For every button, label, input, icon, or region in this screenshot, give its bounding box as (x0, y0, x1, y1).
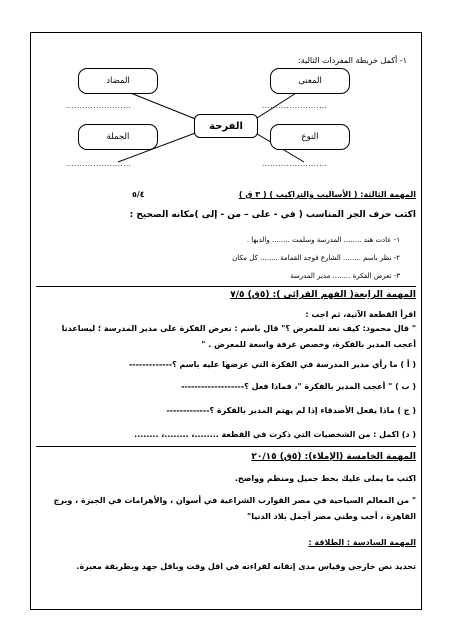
dots-type: ........................ (262, 160, 328, 168)
dots-meaning: ........................ (262, 102, 328, 110)
task4-passage-line-1: " قال محمود: كيف نعد للمعرض ؟" قال باسم : نعرض الفكرة على مدير المدرسة ؛ ليساعدنا (61, 324, 416, 333)
task6-instruction: تحديد نص خارجي وقياس مدى إتقانه لقراءته في اقل وقت وباقل جهد وبطريقة معبرة. (76, 562, 416, 571)
task4-instruction: اقرأ القطعة الآتية، ثم اجب : (305, 310, 416, 319)
dots-sentence: ........................ (66, 160, 132, 168)
task4-question-b: ( ب ) " أعجب المدير بالفكرة "، فماذا فعل ؟------------------- (181, 382, 416, 391)
task3-score: ٥/٤ (132, 190, 145, 199)
task4-question-c: ( ج ) ماذا يفعل الأصدقاء إذا لم يهتم المدير بالفكرة ؟------------- (166, 406, 416, 415)
task6-header: المهمة السادسة : الطلاقة : (308, 538, 416, 547)
task3-header: المهمة الثالثة: ( الأساليب والتراكيب ) ( ٣ ق ) (238, 190, 416, 199)
map-box-opposite: المضاد (78, 68, 158, 94)
task4-divider (36, 286, 416, 287)
dictation-line-1: " من المعالم السياحية في مصر القوارب الشراعية في أسوان ، والأهرامات في الجيزة ، وبرج (53, 496, 416, 505)
task3-item-1: ١- عادت هند ........ المدرسة وسلمت ........ والديها . (246, 236, 400, 244)
dictation-line-2: القاهرة ، أحب وطني مصر أجمل بلاد الدنيا" (247, 512, 416, 521)
map-box-sentence: الجملة (78, 124, 158, 150)
task5-divider (36, 446, 416, 447)
task4-passage-line-2: أعجب المدير بالفكرة، وخصص غرفة واسعة للمعرض . " (201, 340, 416, 349)
task4-header: المهمة الرابعة( الفهم القرائي ): (٥ق) ٧/٥ (230, 290, 416, 300)
map-box-type: النوع (270, 124, 350, 150)
task3-item-2: ٢- نظر باسم ........ الشارع فوجد القمامة ........ كل مكان (232, 254, 400, 262)
map-box-meaning: المعنى (270, 68, 350, 94)
task3-instruction: اكتب حرف الجر المناسب ( في - على – من - إلى )مكانه الصحيح : (129, 210, 416, 220)
task4-question-a: ( أ ) ما رأي مدير المدرسة في الفكرة التي عرضها عليه باسم ؟------------- (128, 360, 416, 369)
task4-question-d: ( د) اكمل : من الشخصيات التي ذكرت في القطعة ........، ........، ........ (134, 430, 416, 439)
task3-item-3: ٣- تعرض الفكرة ........ مدير المدرسة (290, 272, 400, 280)
task5-header: المهمة الخامسة (الإملاء): (٥ق) ٢٠/١٥ (251, 452, 416, 462)
dots-opposite: ........................ (66, 102, 132, 110)
map-center-word: الفرحة (194, 114, 258, 138)
task1-instruction: ١- أكمل خريطة المفردات التالية: (298, 56, 407, 65)
task5-instruction: اكتب ما يملى عليك بخط جميل ومنظم وواضح. (234, 474, 416, 483)
